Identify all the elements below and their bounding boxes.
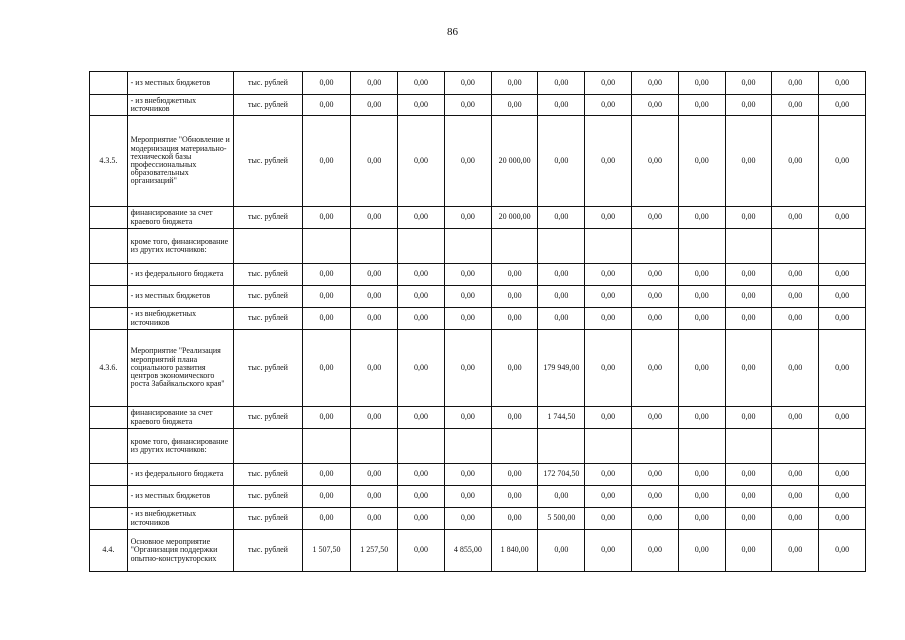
value-cell: 0,00: [819, 330, 866, 407]
row-number: [90, 286, 128, 308]
row-unit: тыс. рублей: [234, 116, 302, 207]
value-cell: [538, 429, 585, 464]
value-cell: 0,00: [351, 407, 398, 429]
row-name: Мероприятие "Реализация мероприятий плана социального развития центров экономического роста Забайкальского края": [127, 330, 234, 407]
value-cell: 0,00: [632, 264, 679, 286]
value-cell: 0,00: [444, 464, 491, 486]
value-cell: 0,00: [444, 264, 491, 286]
row-number: [90, 308, 128, 330]
row-unit: тыс. рублей: [234, 486, 302, 508]
value-cell: [585, 229, 632, 264]
value-cell: 0,00: [491, 308, 538, 330]
row-name: финансирование за счет краевого бюджета: [127, 407, 234, 429]
value-cell: 0,00: [632, 330, 679, 407]
row-number: [90, 429, 128, 464]
value-cell: 0,00: [585, 407, 632, 429]
value-cell: 0,00: [819, 486, 866, 508]
value-cell: 179 949,00: [538, 330, 585, 407]
row-number: [90, 508, 128, 530]
value-cell: 0,00: [725, 330, 772, 407]
value-cell: 0,00: [678, 286, 725, 308]
value-cell: 0,00: [538, 95, 585, 116]
row-unit: тыс. рублей: [234, 207, 302, 229]
value-cell: 0,00: [772, 116, 819, 207]
value-cell: 0,00: [444, 95, 491, 116]
value-cell: 0,00: [585, 264, 632, 286]
value-cell: 0,00: [302, 308, 351, 330]
value-cell: 0,00: [772, 508, 819, 530]
value-cell: 0,00: [538, 486, 585, 508]
row-number: 4.3.6.: [90, 330, 128, 407]
value-cell: 0,00: [585, 530, 632, 572]
value-cell: 0,00: [302, 264, 351, 286]
value-cell: [678, 229, 725, 264]
value-cell: 0,00: [398, 286, 445, 308]
value-cell: 0,00: [491, 264, 538, 286]
value-cell: 0,00: [678, 264, 725, 286]
value-cell: 0,00: [632, 508, 679, 530]
row-unit: тыс. рублей: [234, 464, 302, 486]
value-cell: 0,00: [351, 264, 398, 286]
value-cell: 0,00: [632, 72, 679, 95]
table-row: [90, 429, 866, 464]
row-number: [90, 486, 128, 508]
table-row: [90, 95, 866, 116]
value-cell: 0,00: [585, 72, 632, 95]
value-cell: [725, 229, 772, 264]
value-cell: [351, 429, 398, 464]
value-cell: 0,00: [444, 207, 491, 229]
value-cell: 0,00: [398, 207, 445, 229]
value-cell: 0,00: [351, 95, 398, 116]
value-cell: [398, 429, 445, 464]
value-cell: 0,00: [772, 286, 819, 308]
value-cell: 0,00: [351, 116, 398, 207]
row-unit: тыс. рублей: [234, 407, 302, 429]
value-cell: 0,00: [819, 207, 866, 229]
value-cell: 1 257,50: [351, 530, 398, 572]
value-cell: 0,00: [491, 330, 538, 407]
value-cell: 0,00: [302, 464, 351, 486]
value-cell: 0,00: [725, 95, 772, 116]
value-cell: 0,00: [819, 508, 866, 530]
table-row: [90, 286, 866, 308]
value-cell: [632, 229, 679, 264]
value-cell: 0,00: [632, 116, 679, 207]
value-cell: [819, 429, 866, 464]
value-cell: 0,00: [444, 508, 491, 530]
value-cell: 0,00: [678, 508, 725, 530]
value-cell: 0,00: [585, 330, 632, 407]
value-cell: 0,00: [444, 72, 491, 95]
value-cell: 0,00: [302, 486, 351, 508]
value-cell: 0,00: [772, 207, 819, 229]
value-cell: [398, 229, 445, 264]
value-cell: 0,00: [632, 308, 679, 330]
value-cell: 0,00: [819, 530, 866, 572]
row-unit: [234, 229, 302, 264]
value-cell: 0,00: [302, 407, 351, 429]
value-cell: 0,00: [678, 464, 725, 486]
value-cell: 0,00: [725, 116, 772, 207]
row-name: - из внебюджетных источников: [127, 95, 234, 116]
row-unit: тыс. рублей: [234, 308, 302, 330]
value-cell: 0,00: [302, 330, 351, 407]
value-cell: 0,00: [538, 286, 585, 308]
value-cell: 0,00: [585, 508, 632, 530]
value-cell: 0,00: [632, 95, 679, 116]
row-number: 4.3.5.: [90, 116, 128, 207]
value-cell: 0,00: [772, 264, 819, 286]
value-cell: 0,00: [398, 116, 445, 207]
value-cell: [678, 429, 725, 464]
value-cell: 0,00: [398, 264, 445, 286]
row-unit: тыс. рублей: [234, 95, 302, 116]
value-cell: 1 744,50: [538, 407, 585, 429]
value-cell: 0,00: [351, 207, 398, 229]
value-cell: 0,00: [491, 486, 538, 508]
value-cell: 1 507,50: [302, 530, 351, 572]
table-row: [90, 330, 866, 407]
value-cell: 0,00: [725, 72, 772, 95]
value-cell: 0,00: [819, 116, 866, 207]
value-cell: 0,00: [725, 508, 772, 530]
value-cell: 0,00: [351, 464, 398, 486]
table-row: [90, 464, 866, 486]
value-cell: 0,00: [351, 330, 398, 407]
value-cell: 0,00: [351, 508, 398, 530]
value-cell: 0,00: [819, 95, 866, 116]
value-cell: [632, 429, 679, 464]
value-cell: 0,00: [444, 116, 491, 207]
value-cell: 0,00: [678, 116, 725, 207]
value-cell: [725, 429, 772, 464]
row-number: [90, 264, 128, 286]
value-cell: 0,00: [444, 286, 491, 308]
value-cell: 0,00: [725, 407, 772, 429]
value-cell: 0,00: [678, 95, 725, 116]
row-number: 4.4.: [90, 530, 128, 572]
value-cell: 0,00: [351, 286, 398, 308]
value-cell: 20 000,00: [491, 207, 538, 229]
value-cell: 0,00: [725, 264, 772, 286]
value-cell: 0,00: [302, 95, 351, 116]
row-name: - из внебюджетных источников: [127, 308, 234, 330]
value-cell: 0,00: [772, 464, 819, 486]
value-cell: 0,00: [491, 72, 538, 95]
row-name: - из федерального бюджета: [127, 464, 234, 486]
value-cell: 0,00: [819, 72, 866, 95]
row-unit: [234, 429, 302, 464]
table-row: [90, 508, 866, 530]
value-cell: 0,00: [538, 308, 585, 330]
value-cell: [444, 429, 491, 464]
value-cell: 0,00: [678, 407, 725, 429]
value-cell: 0,00: [444, 308, 491, 330]
value-cell: [819, 229, 866, 264]
table-row: [90, 116, 866, 207]
value-cell: 0,00: [725, 308, 772, 330]
value-cell: 20 000,00: [491, 116, 538, 207]
row-name: Мероприятие "Обновление и модернизация материально-технической базы профессиональных образовательных организаций": [127, 116, 234, 207]
value-cell: 0,00: [538, 116, 585, 207]
value-cell: 0,00: [398, 486, 445, 508]
value-cell: 0,00: [538, 530, 585, 572]
value-cell: 0,00: [772, 486, 819, 508]
value-cell: 0,00: [398, 530, 445, 572]
value-cell: 1 840,00: [491, 530, 538, 572]
value-cell: [302, 229, 351, 264]
value-cell: 0,00: [491, 95, 538, 116]
table-row: [90, 407, 866, 429]
value-cell: 0,00: [725, 286, 772, 308]
value-cell: 0,00: [725, 530, 772, 572]
row-unit: тыс. рублей: [234, 508, 302, 530]
value-cell: 172 704,50: [538, 464, 585, 486]
value-cell: 0,00: [678, 486, 725, 508]
value-cell: 0,00: [491, 286, 538, 308]
table-row: [90, 264, 866, 286]
value-cell: 0,00: [444, 486, 491, 508]
value-cell: [444, 229, 491, 264]
value-cell: 0,00: [351, 486, 398, 508]
row-number: [90, 229, 128, 264]
row-unit: тыс. рублей: [234, 286, 302, 308]
value-cell: 0,00: [398, 308, 445, 330]
table-row: [90, 530, 866, 572]
value-cell: 0,00: [585, 308, 632, 330]
value-cell: 0,00: [819, 308, 866, 330]
value-cell: 0,00: [585, 95, 632, 116]
value-cell: 0,00: [632, 407, 679, 429]
value-cell: 0,00: [398, 330, 445, 407]
value-cell: 0,00: [678, 207, 725, 229]
value-cell: 5 500,00: [538, 508, 585, 530]
row-name: - из местных бюджетов: [127, 486, 234, 508]
value-cell: 0,00: [491, 508, 538, 530]
budget-table: [89, 71, 866, 572]
value-cell: 0,00: [632, 286, 679, 308]
value-cell: 0,00: [678, 330, 725, 407]
row-unit: тыс. рублей: [234, 264, 302, 286]
value-cell: 0,00: [819, 464, 866, 486]
value-cell: 0,00: [444, 330, 491, 407]
row-name: - из федерального бюджета: [127, 264, 234, 286]
row-number: [90, 407, 128, 429]
row-name: - из внебюджетных источников: [127, 508, 234, 530]
row-name: Основное мероприятие "Организация поддержки опытно-конструкторских: [127, 530, 234, 572]
value-cell: 0,00: [585, 116, 632, 207]
row-number: [90, 207, 128, 229]
row-unit: тыс. рублей: [234, 330, 302, 407]
value-cell: 0,00: [398, 72, 445, 95]
value-cell: [772, 229, 819, 264]
value-cell: [302, 429, 351, 464]
value-cell: 0,00: [772, 308, 819, 330]
table-row: [90, 308, 866, 330]
value-cell: [538, 229, 585, 264]
row-name: кроме того, финансирование из других источников:: [127, 229, 234, 264]
value-cell: 0,00: [632, 464, 679, 486]
value-cell: 0,00: [585, 486, 632, 508]
row-number: [90, 95, 128, 116]
value-cell: 0,00: [398, 464, 445, 486]
row-unit: тыс. рублей: [234, 530, 302, 572]
row-name: кроме того, финансирование из других источников:: [127, 429, 234, 464]
value-cell: 0,00: [585, 286, 632, 308]
value-cell: 0,00: [585, 207, 632, 229]
page-number: 86: [447, 26, 458, 38]
value-cell: 0,00: [585, 464, 632, 486]
value-cell: 0,00: [538, 72, 585, 95]
value-cell: 0,00: [398, 407, 445, 429]
value-cell: 0,00: [302, 286, 351, 308]
row-number: [90, 72, 128, 95]
value-cell: 0,00: [819, 286, 866, 308]
value-cell: 0,00: [678, 72, 725, 95]
value-cell: 0,00: [302, 508, 351, 530]
table-row: [90, 486, 866, 508]
value-cell: 0,00: [772, 95, 819, 116]
value-cell: 0,00: [538, 264, 585, 286]
value-cell: 0,00: [819, 407, 866, 429]
value-cell: 4 855,00: [444, 530, 491, 572]
value-cell: 0,00: [491, 407, 538, 429]
value-cell: 0,00: [491, 464, 538, 486]
value-cell: 0,00: [772, 330, 819, 407]
value-cell: 0,00: [538, 207, 585, 229]
row-number: [90, 464, 128, 486]
value-cell: 0,00: [678, 308, 725, 330]
value-cell: 0,00: [302, 72, 351, 95]
value-cell: [772, 429, 819, 464]
value-cell: 0,00: [725, 207, 772, 229]
value-cell: [491, 429, 538, 464]
value-cell: 0,00: [819, 264, 866, 286]
value-cell: 0,00: [632, 530, 679, 572]
value-cell: 0,00: [398, 95, 445, 116]
value-cell: 0,00: [772, 530, 819, 572]
value-cell: 0,00: [632, 207, 679, 229]
row-unit: тыс. рублей: [234, 72, 302, 95]
value-cell: 0,00: [772, 72, 819, 95]
value-cell: 0,00: [398, 508, 445, 530]
row-name: финансирование за счет краевого бюджета: [127, 207, 234, 229]
row-name: - из местных бюджетов: [127, 286, 234, 308]
value-cell: 0,00: [725, 464, 772, 486]
row-name: - из местных бюджетов: [127, 72, 234, 95]
table-row: [90, 72, 866, 95]
value-cell: 0,00: [302, 207, 351, 229]
value-cell: 0,00: [351, 72, 398, 95]
value-cell: [491, 229, 538, 264]
value-cell: 0,00: [725, 486, 772, 508]
value-cell: 0,00: [632, 486, 679, 508]
table-row: [90, 207, 866, 229]
value-cell: [585, 429, 632, 464]
value-cell: 0,00: [302, 116, 351, 207]
value-cell: 0,00: [351, 308, 398, 330]
value-cell: 0,00: [444, 407, 491, 429]
value-cell: 0,00: [678, 530, 725, 572]
value-cell: [351, 229, 398, 264]
table-row: [90, 229, 866, 264]
value-cell: 0,00: [772, 407, 819, 429]
